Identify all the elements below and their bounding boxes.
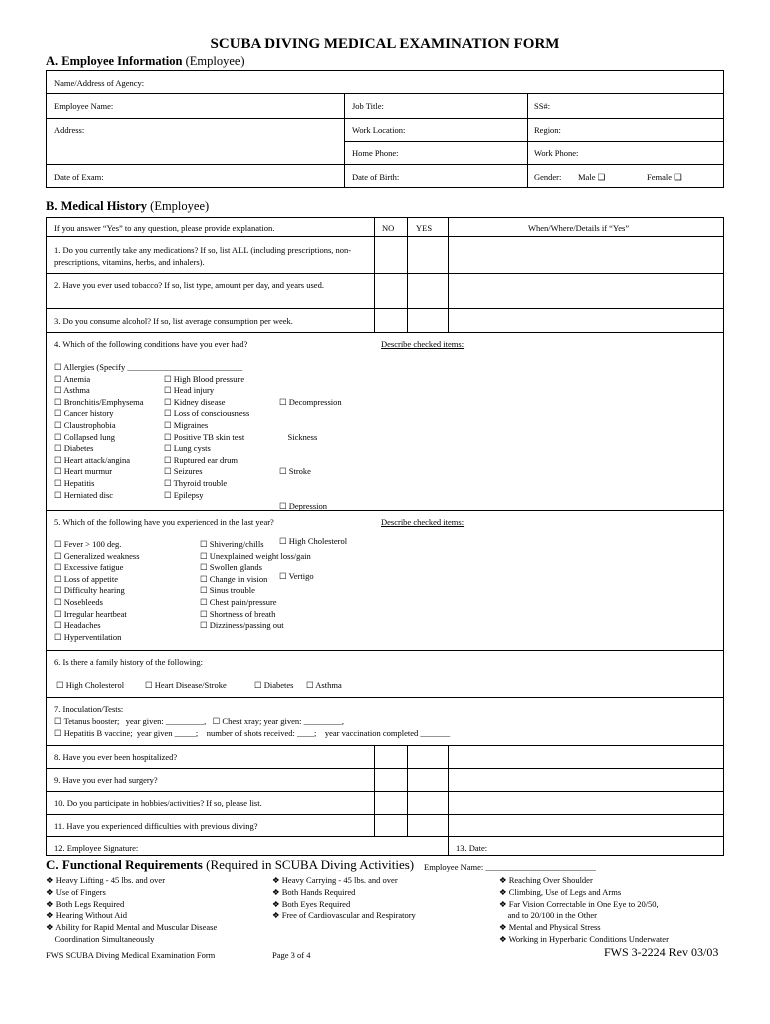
list-item: ☐ Allergies (Specify ___________________________ [54,362,243,372]
job-title-label[interactable]: Job Title: [352,101,384,111]
question-alcohol: 3. Do you consume alcohol? If so, list average consumption per week. [54,316,293,326]
list-item: ☐ High Cholesterol [279,535,348,546]
conditions-list-col2[interactable] [164,374,249,502]
list-item: ☐ Decompression [279,396,342,407]
list-item: ☐ Heart attack/angina [54,454,131,465]
list-item: ❖ Both Hands Required [272,886,356,897]
family-heart-disease-checkbox[interactable]: ☐ Heart Disease/Stroke [145,680,227,690]
footer-page-number: Page 3 of 4 [272,950,311,960]
footer-revision: FWS 3-2224 Rev 03/03 [604,945,719,959]
list-item: ☐ Swollen glands [200,562,262,573]
list-item: ☐ Fever > 100 deg. [54,539,122,549]
region-label[interactable]: Region: [534,125,561,135]
list-item: ☐ Herniated disc [54,489,114,500]
question-inoculation: 7. Inoculation/Tests: [54,704,124,714]
list-item: ☐ Change in vision [200,573,268,584]
section-a-heading: A. Employee Information (Employee) [46,54,245,68]
list-item: ❖ Climbing, Use of Legs and Arms [499,886,622,897]
home-phone-label[interactable]: Home Phone: [352,148,399,158]
list-item: ☐ Headaches [54,620,101,631]
list-item: ❖ Both Legs Required [46,898,125,909]
date-of-birth-label[interactable]: Date of Birth: [352,172,400,182]
list-item: ☐ Cancer history [54,408,114,419]
list-item: ☐ Hyperventilation [54,631,122,642]
describe-conditions-label: Describe checked items: [381,339,465,349]
list-item: ☐ Hepatitis [54,477,95,488]
list-item: ☐ Excessive fatigue [54,562,124,573]
list-item: ☐ Loss of appetite [54,573,119,584]
list-item: ❖ Ability for Rapid Mental and Muscular Disease [46,922,218,933]
list-item: ☐ Vertigo [279,570,314,581]
list-item: ☐ Claustrophobia [54,419,116,430]
female-checkbox[interactable]: Female ❑ [647,172,682,182]
list-item: ❖ Both Eyes Required [272,898,351,909]
list-item: ☐ Lung cysts [164,443,211,454]
date-of-exam-label[interactable]: Date of Exam: [54,172,104,182]
list-item: ❖ Heavy Carrying - 45 lbs. and over [272,875,398,885]
section-c-heading: C. Functional Requirements (Required in SCUBA Diving Activities) [46,857,415,872]
question-last-year: 5. Which of the following have you experienced in the last year? [54,517,274,527]
list-item: ☐ Shortness of breath [200,608,276,619]
list-item: ❖ Working in Hyperbaric Conditions Underwater [499,933,669,944]
list-item: ☐ Difficulty hearing [54,585,125,596]
gender-label: Gender: [534,172,562,182]
list-item: ☐ Loss of consciousness [164,408,250,419]
list-item: ☐ Stroke [279,466,311,477]
list-item: Sickness [279,431,318,442]
list-item: ☐ Sinus trouble [200,585,255,596]
list-item: ☐ High Blood pressure [164,373,245,384]
work-location-label[interactable]: Work Location: [352,125,406,135]
list-item: ☐ Collapsed lung [54,431,115,442]
list-item: ❖ Reaching Over Shoulder [499,875,593,885]
question-conditions: 4. Which of the following conditions have you ever had? [54,339,248,349]
list-item: ☐ Kidney disease [164,396,226,407]
list-item: ☐ Positive TB skin test [164,431,245,442]
list-item: ☐ Shivering/chills [200,539,264,549]
question-hobbies: 10. Do you participate in hobbies/activities? If so, please list. [54,798,262,808]
family-asthma-checkbox[interactable]: ☐ Asthma [306,680,342,690]
symptoms-list-col2[interactable] [200,539,311,632]
section-b-heading: B. Medical History (Employee) [46,199,210,213]
yes-column-header: YES [416,223,433,233]
inoculation-hepatitis[interactable]: ☐ Hepatitis B vaccine; year given _____; number of shots received: ____; year vaccination completed _______ [54,728,451,738]
symptoms-list-col1[interactable] [54,539,140,643]
list-item: ☐ Thyroid trouble [164,477,228,488]
address-label[interactable]: Address: [54,125,85,135]
question-surgery: 9. Have you ever had surgery? [54,775,158,785]
list-item: ☐ Depression [279,501,327,512]
list-item: ☐ Generalized weakness [54,550,140,561]
list-item: ☐ Asthma [54,385,90,396]
footer-form-name: FWS SCUBA Diving Medical Examination Form [46,950,216,960]
family-diabetes-checkbox[interactable]: ☐ Diabetes [254,680,294,690]
question-hospitalized: 8. Have you ever been hospitalized? [54,752,178,762]
list-item: ☐ Head injury [164,385,215,396]
agency-label[interactable]: Name/Address of Agency: [54,78,145,88]
question-medications: 1. Do you currently take any medications? If so, list ALL (including prescriptions, non-prescriptions, vitamins, herbs, and inhalers). [54,245,352,267]
list-item: ☐ Irregular heartbeat [54,608,127,619]
list-item: ☐ Anemia [54,373,91,384]
family-high-cholesterol-checkbox[interactable]: ☐ High Cholesterol [56,680,125,690]
list-item: Coordination Simultaneously [46,933,155,944]
male-checkbox[interactable]: Male ❑ [578,172,606,182]
list-item: ☐ Diabetes [54,443,94,454]
employee-signature-label[interactable]: 12. Employee Signature: [54,843,139,853]
list-item: ❖ Far Vision Correctable in One Eye to 20/50, [499,898,659,909]
list-item: ☐ Ruptured ear drum [164,454,238,465]
no-column-header: NO [382,223,395,233]
list-item: ☐ Seizures [164,466,203,477]
requirements-col2 [272,875,416,922]
signature-date-label[interactable]: 13. Date: [456,843,488,853]
question-family-history: 6. Is there a family history of the following: [54,657,203,667]
inoculation-tetanus-xray[interactable]: ☐ Tetanus booster; year given: _________, ☐ Chest xray; year given: _________, [54,716,344,726]
list-item: ☐ Dizziness/passing out [200,620,284,631]
list-item: ☐ Unexplained weight loss/gain [200,550,311,561]
medical-history-intro: If you answer “Yes” to any question, please provide explanation. [54,223,275,233]
question-tobacco: 2. Have you ever used tobacco? If so, list type, amount per day, and years used. [54,280,324,290]
work-phone-label[interactable]: Work Phone: [534,148,579,158]
employee-name-label[interactable]: Employee Name: [54,101,114,111]
list-item: and to 20/100 in the Other [499,910,597,921]
list-item: ☐ Epilepsy [164,489,204,500]
list-item: ☐ Heart murmur [54,466,113,477]
list-item: ☐ Migraines [164,419,209,430]
details-column-header: When/Where/Details if “Yes” [528,223,630,233]
list-item: ❖ Use of Fingers [46,886,106,897]
describe-last-year-label: Describe checked items: [381,517,465,527]
list-item: ☐ Bronchitis/Emphysema [54,396,144,407]
list-item: ☐ Nosebleeds [54,596,103,607]
form-title: SCUBA DIVING MEDICAL EXAMINATION FORM [210,36,560,52]
list-item: ❖ Heavy Lifting - 45 lbs. and over [46,875,166,885]
ss-label[interactable]: SS#: [534,101,551,111]
functional-employee-name[interactable]: Employee Name: __________________________ [424,862,596,872]
list-item: ❖ Mental and Physical Stress [499,922,601,933]
list-item: ❖ Free of Cardiovascular and Respiratory [272,910,416,921]
requirements-col3 [499,875,669,946]
list-item: ☐ Chest pain/pressure [200,596,277,607]
list-item: ❖ Hearing Without Aid [46,910,128,921]
question-diving-difficulties: 11. Have you experienced difficulties with previous diving? [54,821,258,831]
requirements-col1 [46,875,217,946]
